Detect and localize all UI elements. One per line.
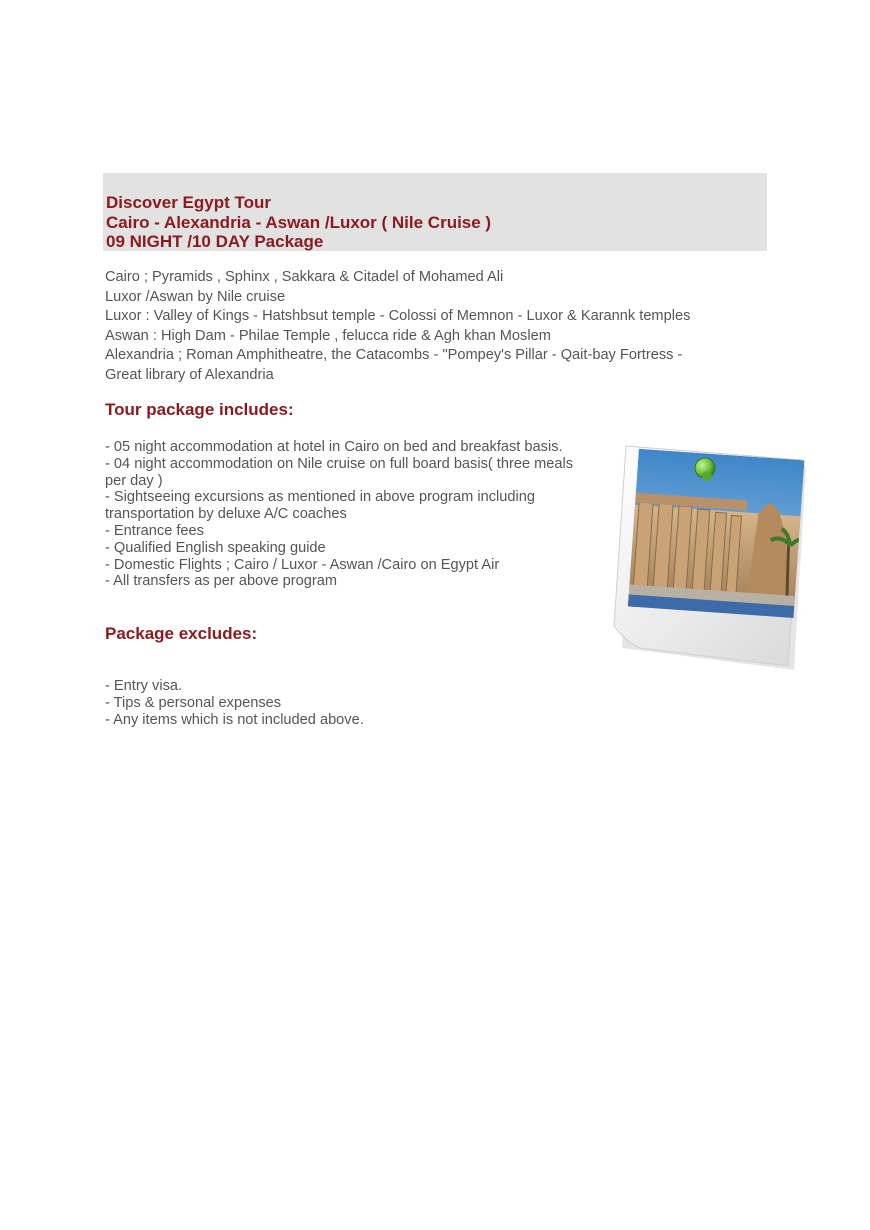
itinerary [105,268,715,385]
includes-line: - 04 night accommodation on Nile cruise on full board basis( three meals [105,455,574,472]
itinerary-line: Alexandria ; Roman Amphitheatre, the Catacombs - "Pompey's Pillar - Qait-bay Fortress - [105,347,683,363]
tour-duration: 09 NIGHT /10 DAY Package [106,232,324,251]
includes-line: - 05 night accommodation at hotel in Cairo on bed and breakfast basis. [105,439,563,455]
includes-line: - Domestic Flights ; Cairo / Luxor - Aswan /Cairo on Egypt Air [105,556,500,573]
itinerary-line: Luxor : Valley of Kings - Hatshbsut temple - Colossi of Memnon - Luxor & Karannk temples [105,308,691,324]
includes-list [105,439,573,590]
includes-line: per day ) [105,472,163,489]
excludes-line: - Entry visa. [105,678,183,694]
excludes-line: - Tips & personal expenses [105,694,282,711]
title-banner [103,173,767,251]
itinerary-line: Cairo ; Pyramids , Sphinx , Sakkara & Citadel of Mohamed Ali [105,269,504,285]
includes-line: - Entrance fees [105,522,204,539]
tour-route: Cairo - Alexandria - Aswan /Luxor ( Nile Cruise ) [106,212,492,232]
includes-line: - All transfers as per above program [105,573,337,590]
excludes-list [105,678,364,728]
includes-heading: Tour package includes: [105,400,294,419]
itinerary-line: Luxor /Aswan by Nile cruise [105,288,286,305]
tour-title: Discover Egypt Tour [106,193,271,212]
itinerary-line: Great library of Alexandria [105,366,274,383]
pinned-photo-icon [610,440,810,672]
excludes-heading: Package excludes: [105,624,258,643]
includes-line: - Sightseeing excursions as mentioned in above program including [105,489,535,506]
itinerary-line: Aswan : High Dam - Philae Temple , felucca ride & Agh khan Moslem [105,327,551,344]
includes-line: - Qualified English speaking guide [105,539,326,556]
excludes-line: - Any items which is not included above. [105,711,364,728]
includes-line: transportation by deluxe A/C coaches [105,506,347,523]
